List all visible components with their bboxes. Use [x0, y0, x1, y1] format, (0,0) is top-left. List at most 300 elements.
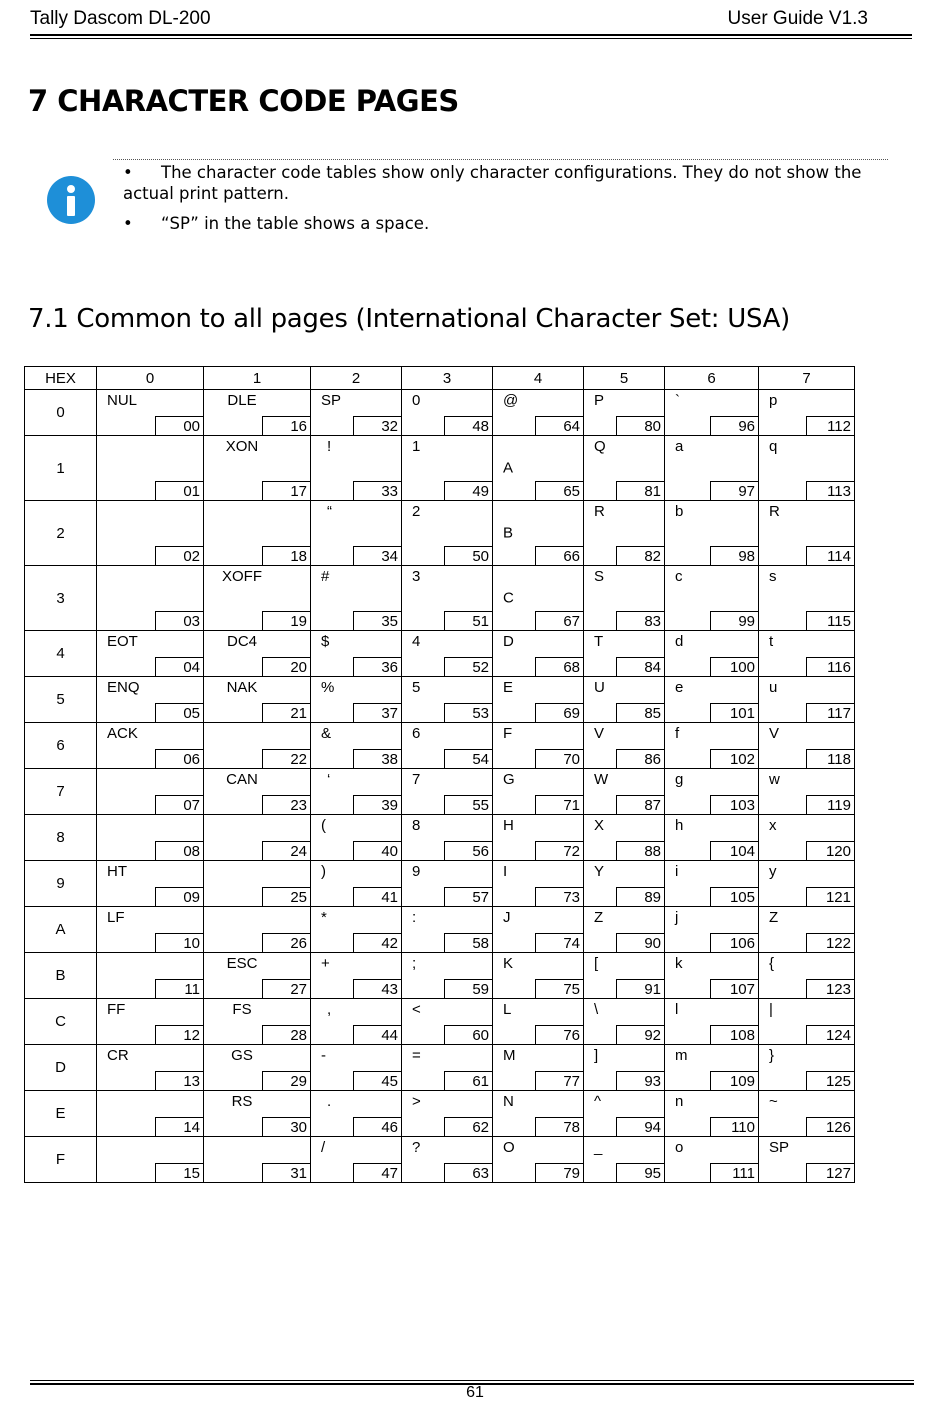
- decimal-code: 49: [444, 481, 492, 500]
- decimal-code: 20: [262, 657, 310, 676]
- decimal-code: 09: [155, 887, 203, 906]
- character-label: e: [675, 679, 684, 696]
- column-header: 4: [493, 367, 584, 390]
- code-cell: [97, 953, 204, 999]
- decimal-code: 85: [616, 703, 664, 722]
- code-cell: [493, 953, 584, 999]
- decimal-code: 13: [155, 1071, 203, 1090]
- code-cell: [311, 815, 402, 861]
- decimal-code: 25: [262, 887, 310, 906]
- code-cell: [584, 677, 665, 723]
- code-cell: [493, 631, 584, 677]
- table-row: [25, 907, 855, 953]
- code-cell: [97, 723, 204, 769]
- character-label: I: [503, 863, 508, 880]
- code-cell: [584, 390, 665, 436]
- column-header: 0: [97, 367, 204, 390]
- code-cell: [759, 999, 855, 1045]
- character-label: w: [769, 771, 780, 788]
- character-label: CR: [107, 1047, 129, 1064]
- table-row: [25, 566, 855, 631]
- decimal-code: 100: [710, 657, 758, 676]
- code-cell: [584, 1137, 665, 1183]
- character-label: 2: [412, 503, 421, 520]
- code-cell: [402, 815, 493, 861]
- code-cell: [97, 677, 204, 723]
- decimal-code: 86: [616, 749, 664, 768]
- chapter-title: 7 CHARACTER CODE PAGES: [28, 84, 459, 118]
- decimal-code: 07: [155, 795, 203, 814]
- code-cell: [584, 815, 665, 861]
- table-row: [25, 953, 855, 999]
- character-label: 5: [412, 679, 421, 696]
- row-header-hex: A: [25, 907, 97, 953]
- decimal-code: 83: [616, 611, 664, 630]
- decimal-code: 47: [353, 1163, 401, 1182]
- character-label: M: [503, 1047, 516, 1064]
- character-label: ESC: [226, 955, 258, 972]
- character-label: l: [675, 1001, 679, 1018]
- code-cell: [204, 501, 311, 566]
- column-header: 3: [402, 367, 493, 390]
- code-cell: [204, 390, 311, 436]
- decimal-code: 113: [806, 481, 854, 500]
- character-code-table: [24, 366, 855, 1183]
- code-cell: [402, 436, 493, 501]
- decimal-code: 65: [535, 481, 583, 500]
- decimal-code: 41: [353, 887, 401, 906]
- character-label: ?: [412, 1139, 421, 1156]
- code-cell: [97, 566, 204, 631]
- decimal-code: 84: [616, 657, 664, 676]
- code-cell: [584, 436, 665, 501]
- code-cell: [665, 815, 759, 861]
- character-label: 8: [412, 817, 421, 834]
- code-cell: [665, 953, 759, 999]
- code-cell: [402, 1045, 493, 1091]
- decimal-code: 78: [535, 1117, 583, 1136]
- code-cell: [759, 815, 855, 861]
- decimal-code: 104: [710, 841, 758, 860]
- code-cell: [204, 1137, 311, 1183]
- decimal-code: 23: [262, 795, 310, 814]
- decimal-code: 03: [155, 611, 203, 630]
- code-cell: [311, 501, 402, 566]
- character-label: V: [769, 725, 780, 742]
- code-cell: [311, 953, 402, 999]
- character-label: P: [594, 392, 605, 409]
- decimal-code: 116: [806, 657, 854, 676]
- decimal-code: 90: [616, 933, 664, 952]
- decimal-code: 67: [535, 611, 583, 630]
- code-cell: [402, 631, 493, 677]
- code-cell: [311, 390, 402, 436]
- code-cell: [311, 1045, 402, 1091]
- code-cell: [402, 907, 493, 953]
- character-label: p: [769, 392, 778, 409]
- code-cell: [759, 861, 855, 907]
- character-label: h: [675, 817, 684, 834]
- row-header-hex: 5: [25, 677, 97, 723]
- row-header-hex: 1: [25, 436, 97, 501]
- code-cell: [759, 1045, 855, 1091]
- code-cell: [665, 677, 759, 723]
- column-header: 5: [584, 367, 665, 390]
- decimal-code: 68: [535, 657, 583, 676]
- row-header-hex: C: [25, 999, 97, 1045]
- character-label: N: [503, 1093, 514, 1110]
- character-label: :: [412, 909, 417, 926]
- code-cell: [97, 769, 204, 815]
- decimal-code: 29: [262, 1071, 310, 1090]
- character-label: c: [675, 568, 683, 585]
- code-cell: [97, 1045, 204, 1091]
- code-cell: [402, 1091, 493, 1137]
- table-row: [25, 861, 855, 907]
- character-label: ‘: [327, 771, 331, 788]
- code-cell: [311, 566, 402, 631]
- decimal-code: 17: [262, 481, 310, 500]
- code-cell: [665, 999, 759, 1045]
- character-label: DC4: [226, 633, 257, 650]
- character-label: SP: [321, 392, 342, 409]
- row-header-hex: 3: [25, 566, 97, 631]
- decimal-code: 87: [616, 795, 664, 814]
- decimal-code: 15: [155, 1163, 203, 1182]
- character-label: =: [412, 1047, 421, 1064]
- decimal-code: 72: [535, 841, 583, 860]
- code-cell: [759, 436, 855, 501]
- code-cell: [97, 1091, 204, 1137]
- code-cell: [759, 677, 855, 723]
- code-cell: [665, 1137, 759, 1183]
- character-label: j: [675, 909, 679, 926]
- character-label: i: [675, 863, 679, 880]
- code-cell: [493, 769, 584, 815]
- decimal-code: 59: [444, 979, 492, 998]
- code-cell: [311, 861, 402, 907]
- character-label: y: [769, 863, 777, 880]
- character-label: SP: [769, 1139, 790, 1156]
- character-label: D: [503, 633, 514, 650]
- table-row: [25, 815, 855, 861]
- row-header-hex: 2: [25, 501, 97, 566]
- note-item: [123, 162, 863, 204]
- code-cell: [311, 769, 402, 815]
- decimal-code: 109: [710, 1071, 758, 1090]
- decimal-code: 27: [262, 979, 310, 998]
- row-header-hex: 8: [25, 815, 97, 861]
- table-row: [25, 999, 855, 1045]
- character-label: 0: [412, 392, 421, 409]
- decimal-code: 95: [616, 1163, 664, 1182]
- character-label: “: [327, 503, 332, 520]
- code-cell: [759, 501, 855, 566]
- character-label: RS: [231, 1093, 253, 1110]
- decimal-code: 94: [616, 1117, 664, 1136]
- code-cell: [402, 501, 493, 566]
- table-row: [25, 436, 855, 501]
- code-cell: [665, 436, 759, 501]
- code-cell: [97, 631, 204, 677]
- code-cell: [493, 677, 584, 723]
- code-cell: [493, 390, 584, 436]
- character-label: 7: [412, 771, 421, 788]
- decimal-code: 96: [710, 416, 758, 435]
- decimal-code: 126: [806, 1117, 854, 1136]
- code-cell: [665, 1091, 759, 1137]
- decimal-code: 121: [806, 887, 854, 906]
- code-cell: [97, 999, 204, 1045]
- code-cell: [665, 907, 759, 953]
- decimal-code: 05: [155, 703, 203, 722]
- code-cell: [493, 1137, 584, 1183]
- decimal-code: 02: [155, 546, 203, 565]
- decimal-code: 101: [710, 703, 758, 722]
- character-label: V: [594, 725, 605, 742]
- character-label: &: [321, 725, 332, 742]
- code-cell: [493, 907, 584, 953]
- decimal-code: 38: [353, 749, 401, 768]
- decimal-code: 53: [444, 703, 492, 722]
- decimal-code: 24: [262, 841, 310, 860]
- code-cell: [97, 907, 204, 953]
- code-cell: [584, 501, 665, 566]
- decimal-code: 125: [806, 1071, 854, 1090]
- code-cell: [311, 436, 402, 501]
- code-cell: [584, 723, 665, 769]
- code-cell: [97, 390, 204, 436]
- character-label: <: [412, 1001, 421, 1018]
- code-cell: [204, 1091, 311, 1137]
- character-label: x: [769, 817, 777, 834]
- code-cell: [311, 999, 402, 1045]
- character-label: O: [503, 1139, 515, 1156]
- character-label: ]: [594, 1047, 599, 1064]
- code-cell: [402, 677, 493, 723]
- code-cell: [493, 1091, 584, 1137]
- decimal-code: 80: [616, 416, 664, 435]
- code-cell: [665, 861, 759, 907]
- code-cell: [493, 815, 584, 861]
- footer-rule-thin: [30, 1380, 914, 1381]
- decimal-code: 12: [155, 1025, 203, 1044]
- character-label: %: [321, 679, 335, 696]
- code-cell: [584, 1091, 665, 1137]
- decimal-code: 63: [444, 1163, 492, 1182]
- code-cell: [402, 390, 493, 436]
- character-label: DLE: [227, 392, 257, 409]
- code-cell: [584, 566, 665, 631]
- code-cell: [759, 1091, 855, 1137]
- character-label: *: [321, 909, 327, 926]
- character-label: f: [675, 725, 680, 742]
- decimal-code: 73: [535, 887, 583, 906]
- decimal-code: 51: [444, 611, 492, 630]
- character-label: $: [321, 633, 330, 650]
- decimal-code: 111: [710, 1163, 758, 1182]
- table-row: [25, 501, 855, 566]
- decimal-code: 55: [444, 795, 492, 814]
- code-cell: [402, 723, 493, 769]
- header-guide-version: User Guide V1.3: [727, 8, 868, 29]
- code-cell: [204, 815, 311, 861]
- code-cell: [493, 723, 584, 769]
- decimal-code: 70: [535, 749, 583, 768]
- decimal-code: 91: [616, 979, 664, 998]
- character-label: R: [594, 503, 605, 520]
- code-cell: [665, 1045, 759, 1091]
- character-label: CAN: [226, 771, 258, 788]
- code-cell: [402, 769, 493, 815]
- decimal-code: 102: [710, 749, 758, 768]
- row-header-hex: D: [25, 1045, 97, 1091]
- table-row: [25, 723, 855, 769]
- character-label: X: [594, 817, 605, 834]
- character-label: W: [594, 771, 609, 788]
- character-label: G: [503, 771, 515, 788]
- character-label: XOFF: [222, 568, 262, 585]
- decimal-code: 93: [616, 1071, 664, 1090]
- character-label: !: [327, 438, 332, 455]
- character-label: |: [769, 1001, 773, 1018]
- code-cell: [493, 436, 584, 501]
- decimal-code: 39: [353, 795, 401, 814]
- code-cell: [97, 436, 204, 501]
- character-label: B: [503, 524, 514, 542]
- character-label: K: [503, 955, 514, 972]
- code-cell: [665, 390, 759, 436]
- code-cell: [204, 677, 311, 723]
- table-row: [25, 1045, 855, 1091]
- code-cell: [493, 566, 584, 631]
- column-header-hex: HEX: [25, 367, 97, 390]
- decimal-code: 58: [444, 933, 492, 952]
- decimal-code: 43: [353, 979, 401, 998]
- character-label: /: [321, 1139, 326, 1156]
- code-cell: [97, 815, 204, 861]
- decimal-code: 103: [710, 795, 758, 814]
- decimal-code: 40: [353, 841, 401, 860]
- decimal-code: 01: [155, 481, 203, 500]
- character-label: .: [327, 1093, 332, 1110]
- character-label: q: [769, 438, 778, 455]
- column-header: 2: [311, 367, 402, 390]
- character-label: {: [769, 955, 775, 972]
- decimal-code: 36: [353, 657, 401, 676]
- character-label: 1: [412, 438, 421, 455]
- decimal-code: 44: [353, 1025, 401, 1044]
- bullet: •: [123, 214, 133, 233]
- page-number: 61: [466, 1384, 484, 1401]
- code-cell: [584, 769, 665, 815]
- decimal-code: 82: [616, 546, 664, 565]
- decimal-code: 04: [155, 657, 203, 676]
- character-label: [: [594, 955, 599, 972]
- decimal-code: 98: [710, 546, 758, 565]
- code-cell: [311, 907, 402, 953]
- decimal-code: 33: [353, 481, 401, 500]
- decimal-code: 06: [155, 749, 203, 768]
- character-label: Z: [594, 909, 604, 926]
- decimal-code: 71: [535, 795, 583, 814]
- decimal-code: 81: [616, 481, 664, 500]
- decimal-code: 76: [535, 1025, 583, 1044]
- decimal-code: 112: [806, 416, 854, 435]
- code-cell: [584, 953, 665, 999]
- code-cell: [493, 1045, 584, 1091]
- row-header-hex: B: [25, 953, 97, 999]
- character-label: 9: [412, 863, 421, 880]
- character-label: m: [675, 1047, 688, 1064]
- decimal-code: 37: [353, 703, 401, 722]
- table-row: [25, 631, 855, 677]
- row-header-hex: 4: [25, 631, 97, 677]
- character-label: NUL: [107, 392, 138, 409]
- character-label: t: [769, 633, 774, 650]
- decimal-code: 54: [444, 749, 492, 768]
- character-label: @: [503, 392, 519, 409]
- character-label: U: [594, 679, 605, 696]
- code-cell: [97, 501, 204, 566]
- decimal-code: 50: [444, 546, 492, 565]
- code-cell: [97, 1137, 204, 1183]
- decimal-code: 99: [710, 611, 758, 630]
- code-cell: [402, 999, 493, 1045]
- character-label: S: [594, 568, 605, 585]
- info-icon: [47, 176, 95, 224]
- character-label: GS: [231, 1047, 253, 1064]
- decimal-code: 28: [262, 1025, 310, 1044]
- code-cell: [204, 723, 311, 769]
- decimal-code: 35: [353, 611, 401, 630]
- character-label: }: [769, 1047, 775, 1064]
- decimal-code: 57: [444, 887, 492, 906]
- row-header-hex: E: [25, 1091, 97, 1137]
- decimal-code: 32: [353, 416, 401, 435]
- table-row: [25, 1137, 855, 1183]
- decimal-code: 61: [444, 1071, 492, 1090]
- decimal-code: 74: [535, 933, 583, 952]
- code-cell: [584, 631, 665, 677]
- code-cell: [204, 566, 311, 631]
- character-label: A: [503, 459, 514, 477]
- code-cell: [665, 769, 759, 815]
- row-header-hex: 7: [25, 769, 97, 815]
- column-header: 6: [665, 367, 759, 390]
- code-cell: [311, 631, 402, 677]
- decimal-code: 120: [806, 841, 854, 860]
- character-label: NAK: [226, 679, 258, 696]
- code-cell: [665, 566, 759, 631]
- decimal-code: 66: [535, 546, 583, 565]
- decimal-code: 127: [806, 1163, 854, 1182]
- decimal-code: 97: [710, 481, 758, 500]
- character-label: F: [503, 725, 513, 742]
- character-label: ACK: [107, 725, 138, 742]
- decimal-code: 64: [535, 416, 583, 435]
- section-title: 7.1 Common to all pages (International Character Set: USA): [28, 304, 790, 334]
- code-cell: [97, 861, 204, 907]
- code-cell: [759, 953, 855, 999]
- character-label: H: [503, 817, 514, 834]
- decimal-code: 48: [444, 416, 492, 435]
- code-cell: [402, 1137, 493, 1183]
- decimal-code: 34: [353, 546, 401, 565]
- code-cell: [493, 861, 584, 907]
- character-label: \: [594, 1001, 599, 1018]
- code-cell: [204, 1045, 311, 1091]
